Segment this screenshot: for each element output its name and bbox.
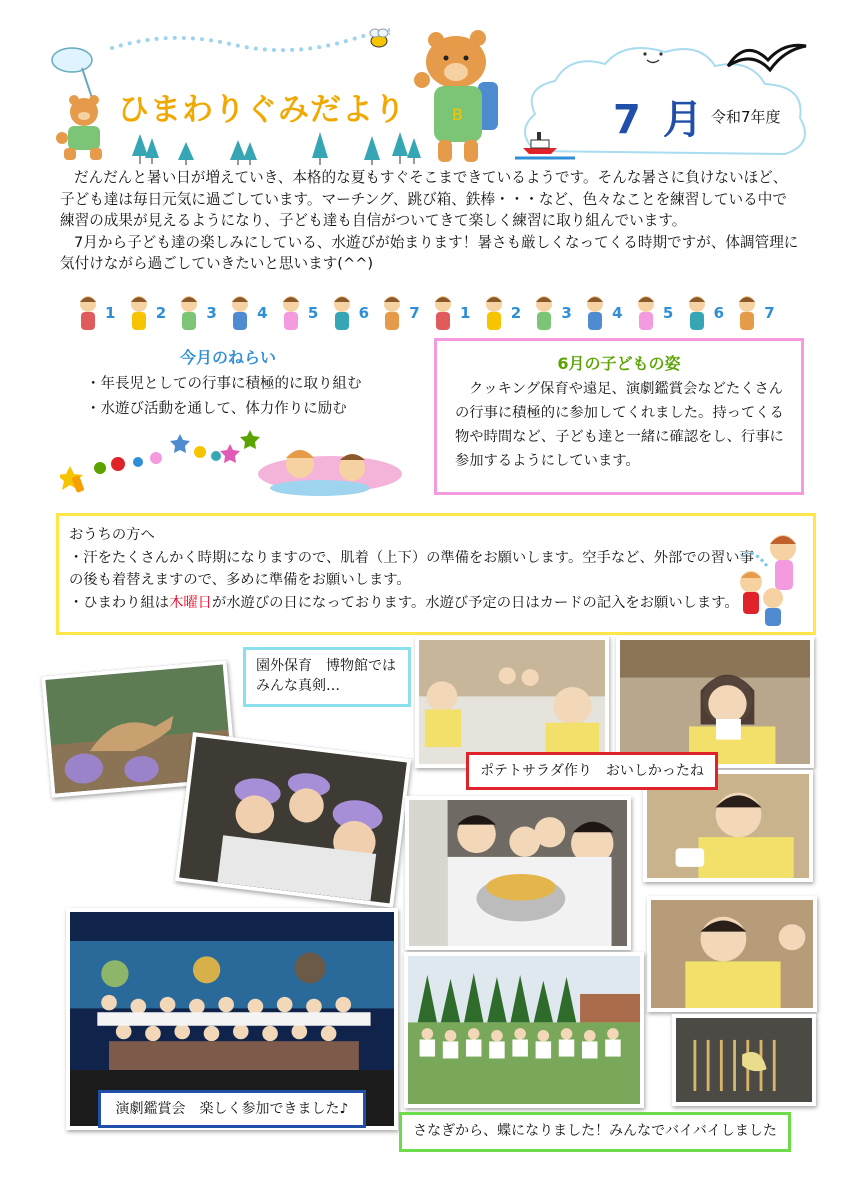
exercise-number: 4 bbox=[257, 304, 268, 322]
museum-caption bbox=[243, 647, 411, 707]
museum-children-photo bbox=[175, 732, 412, 908]
intro-paragraph-2: 7月から子ども達の楽しみにしている、水遊びが始まります！暑さも厳しくなってくる時期ですが、体調管理に気付けながら過ごしていきたいと思います(^^) bbox=[60, 233, 799, 272]
exercise-number: 1 bbox=[460, 304, 471, 322]
era-label: 令和7年度 bbox=[711, 108, 781, 126]
potato-salad-caption: ポテトサラダ作り おいしかったね bbox=[466, 752, 718, 790]
exercise-number: 6 bbox=[713, 304, 724, 322]
parents-notice-item: ・汗をたくさんかく時期になりますので、肌着（上下）の準備をお願いします。空手など、外部での習い事の後も着替えますので、多めに準備をお願いします。 bbox=[69, 549, 754, 588]
water-play-day-highlight: 木曜日 bbox=[169, 594, 212, 611]
exercise-kid-icon bbox=[633, 294, 659, 332]
butterfly-caption: さなぎから、蝶になりました！みんなでバイバイしました bbox=[399, 1112, 791, 1152]
exercise-kid-icon bbox=[684, 294, 710, 332]
exercise-kid-icon bbox=[329, 294, 355, 332]
butterfly-cage-photo bbox=[672, 1014, 816, 1106]
newsletter-title: ひまわりぐみだより bbox=[118, 92, 406, 128]
exercise-kid-icon bbox=[430, 294, 456, 332]
exercise-number: 6 bbox=[358, 304, 369, 322]
museum-caption-text: 園外保育 博物館では みんな真剣… bbox=[256, 658, 396, 694]
exercise-kids-border bbox=[75, 293, 785, 333]
exercise-kid-item bbox=[430, 293, 470, 333]
exercise-kid-item bbox=[531, 293, 571, 333]
exercise-number: 5 bbox=[662, 304, 674, 322]
intro-text bbox=[60, 167, 800, 275]
exercise-kid-item bbox=[278, 293, 318, 333]
june-report-box bbox=[434, 338, 804, 495]
confetti-and-children-illustration bbox=[60, 428, 420, 500]
exercise-kid-item bbox=[176, 293, 216, 333]
outdoor-group-photo bbox=[404, 952, 644, 1108]
girl-eating-photo bbox=[616, 636, 814, 768]
notice-text: が水遊びの日になっております。水遊び予定の日はカードの記入をお願いします。 bbox=[211, 594, 739, 611]
parents-notice-text bbox=[69, 524, 759, 614]
exercise-kid-item bbox=[75, 293, 115, 333]
exercise-kid-item bbox=[481, 293, 521, 333]
exercise-kid-icon bbox=[582, 294, 608, 332]
seagull-icon bbox=[724, 36, 810, 80]
notice-text: ・ひまわり組は bbox=[69, 594, 170, 611]
exercise-kid-icon bbox=[126, 294, 152, 332]
parents-notice-box bbox=[56, 513, 816, 635]
aims-item: ・水遊び活動を通して、体力作りに励む bbox=[86, 401, 347, 417]
exercise-kid-item bbox=[329, 293, 369, 333]
exercise-number: 3 bbox=[206, 304, 217, 322]
cooking-table-photo bbox=[415, 636, 609, 768]
svg-text:B: B bbox=[452, 105, 463, 124]
june-report-title: 6月の子どもの姿 bbox=[557, 354, 681, 373]
exercise-number: 7 bbox=[409, 304, 420, 322]
june-report-text: クッキング保育や遠足、演劇鑑賞会などたくさんの行事に積極的に参加してくれました。持ってくる物や時間など、子ども達と一緒に確認をし、行事に参加するようにしています。 bbox=[455, 381, 784, 469]
exercise-kid-icon bbox=[379, 294, 405, 332]
children-with-potatoes-photo bbox=[405, 796, 631, 950]
exercise-kid-item bbox=[379, 293, 419, 333]
bee-icon bbox=[366, 28, 392, 50]
exercise-number: 4 bbox=[612, 304, 623, 322]
intro-paragraph-1: だんだんと暑い日が増えていき、本格的な夏もすぐそこまできているようです。そんな暑さに負けないほど、子ども達は毎日元気に過ごしています。マーチング、跳び箱、鉄棒・・・など、色々なことを練習している中で練習の成果が見えるようになり、子ども達も自信がついてきて楽しく練習に取り組んでいます。 bbox=[60, 169, 788, 229]
exercise-kid-icon bbox=[734, 294, 760, 332]
exercise-kid-item bbox=[126, 293, 166, 333]
exercise-kid-icon bbox=[278, 294, 304, 332]
trees-decoration bbox=[130, 128, 430, 168]
dotted-line-decoration bbox=[110, 28, 390, 58]
exercise-number: 3 bbox=[561, 304, 572, 322]
theater-caption: 演劇鑑賞会 楽しく参加できました♪ bbox=[98, 1090, 366, 1128]
exercise-kid-icon bbox=[531, 294, 557, 332]
aims-title: 今月のねらい bbox=[180, 348, 277, 367]
aims-item: ・年長児としての行事に積極的に取り組む bbox=[86, 376, 362, 392]
exercise-number: 2 bbox=[510, 304, 522, 322]
boy-with-chopsticks-photo bbox=[647, 896, 817, 1012]
exercise-number: 7 bbox=[764, 304, 775, 322]
exercise-number: 5 bbox=[307, 304, 319, 322]
exercise-kid-item bbox=[633, 293, 673, 333]
water-play-children-illustration bbox=[737, 526, 805, 630]
exercise-number: 1 bbox=[105, 304, 116, 322]
exercise-kid-icon bbox=[481, 294, 507, 332]
exercise-kid-item bbox=[734, 293, 774, 333]
exercise-kid-item bbox=[684, 293, 724, 333]
month-label: 7 月 bbox=[613, 97, 707, 143]
parents-notice-heading: おうちの方へ bbox=[69, 527, 155, 543]
exercise-kid-icon bbox=[227, 294, 253, 332]
butterfly-net-bear-illustration bbox=[42, 40, 122, 165]
exercise-kid-item bbox=[227, 293, 267, 333]
exercise-kid-icon bbox=[75, 294, 101, 332]
exercise-number: 2 bbox=[155, 304, 167, 322]
aims-list bbox=[86, 372, 362, 422]
parents-notice-item bbox=[69, 592, 759, 615]
exercise-kid-item bbox=[582, 293, 622, 333]
exercise-kid-icon bbox=[176, 294, 202, 332]
